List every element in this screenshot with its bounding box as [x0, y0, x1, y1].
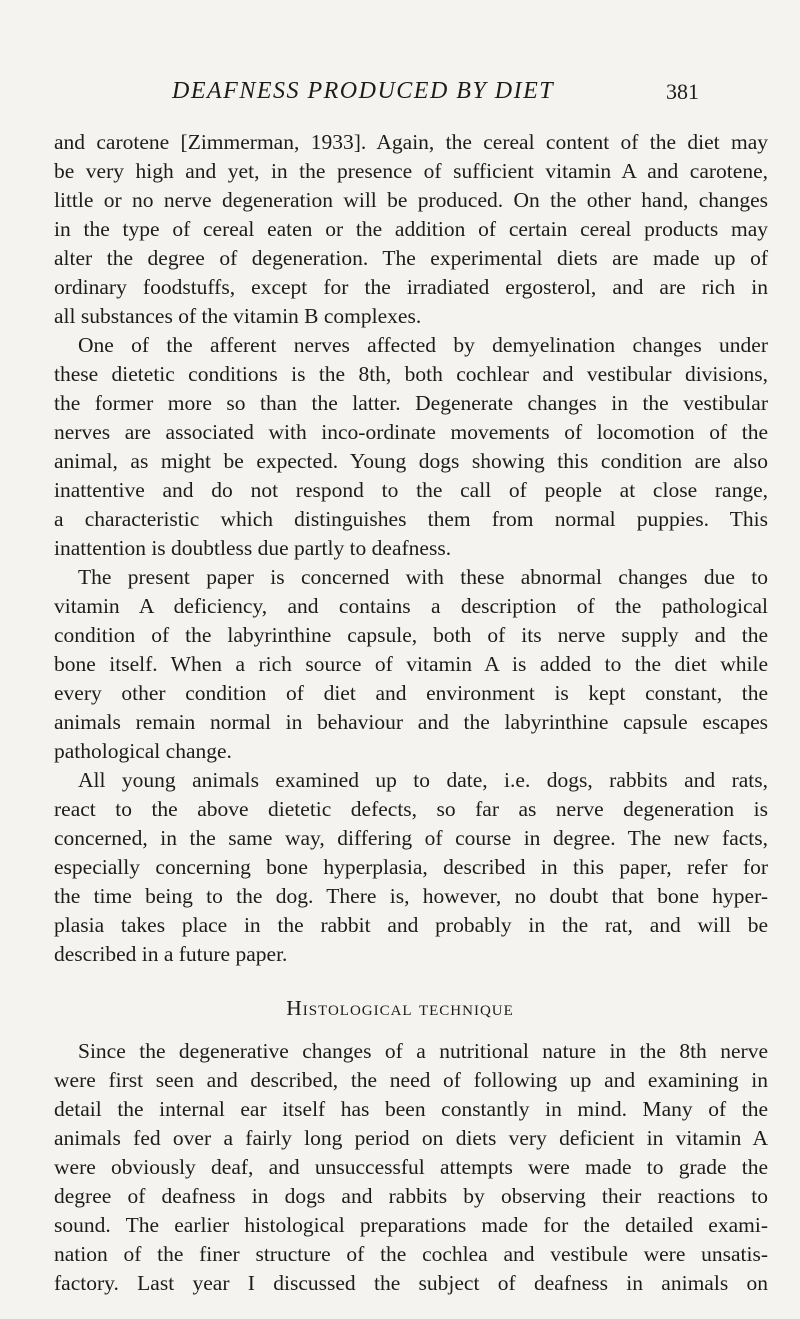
text-line: the former more so than the latter. Degenerate changes in the vestibular — [54, 391, 768, 415]
text-line: were first seen and described, the need of following up and examining in — [54, 1068, 768, 1092]
running-head-title: DEAFNESS PRODUCED BY DIET — [172, 78, 555, 104]
text-line: described in a future paper. — [54, 942, 288, 966]
text-line: these dietetic conditions is the 8th, both cochlear and vestibular divisions, — [54, 362, 768, 386]
text-line: in the type of cereal eaten or the addition of certain cereal products may — [54, 217, 768, 241]
text-line: react to the above dietetic defects, so far as nerve degeneration is — [54, 797, 768, 821]
text-line: ordinary foodstuffs, except for the irradiated ergosterol, and are rich in — [54, 275, 768, 299]
text-line: all substances of the vitamin B complexes. — [54, 304, 422, 328]
text-line: One of the afferent nerves affected by demyelination changes under — [78, 333, 768, 357]
text-line: The present paper is concerned with these abnormal changes due to — [78, 565, 768, 589]
text-line: concerned, in the same way, differing of course in degree. The new facts, — [54, 826, 768, 850]
text-line: Since the degenerative changes of a nutritional nature in the 8th nerve — [78, 1039, 768, 1063]
text-line: and carotene [Zimmerman, 1933]. Again, the cereal content of the diet may — [54, 130, 768, 154]
text-line: animals remain normal in behaviour and the labyrinthine capsule escapes — [54, 710, 768, 734]
text-line: animals fed over a fairly long period on diets very deficient in vitamin A — [54, 1126, 768, 1150]
text-line: degree of deafness in dogs and rabbits by observing their reactions to — [54, 1184, 768, 1208]
text-line: nerves are associated with inco-ordinate movements of locomotion of the — [54, 420, 768, 444]
page-number: 381 — [666, 79, 699, 104]
text-line: detail the internal ear itself has been constantly in mind. Many of the — [54, 1097, 768, 1121]
text-line: All young animals examined up to date, i.e. dogs, rabbits and rats, — [78, 768, 768, 792]
text-line: little or no nerve degeneration will be produced. On the other hand, changes — [54, 188, 768, 212]
text-line: especially concerning bone hyperplasia, described in this paper, refer for — [54, 855, 768, 879]
text-line: the time being to the dog. There is, however, no doubt that bone hyper- — [54, 884, 768, 908]
text-line: inattentive and do not respond to the call of people at close range, — [54, 478, 768, 502]
text-line: alter the degree of degeneration. The experimental diets are made up of — [54, 246, 768, 270]
text-line: were obviously deaf, and unsuccessful attempts were made to grade the — [54, 1155, 768, 1179]
section-heading: Histological technique — [286, 996, 514, 1020]
text-line: vitamin A deficiency, and contains a description of the pathological — [54, 594, 768, 618]
text-line: pathological change. — [54, 739, 232, 763]
text-line: every other condition of diet and environment is kept constant, the — [54, 681, 768, 705]
text-line: factory. Last year I discussed the subject of deafness in animals on — [54, 1271, 768, 1295]
text-line: a characteristic which distinguishes them from normal puppies. This — [54, 507, 768, 531]
text-line: sound. The earlier histological preparations made for the detailed exami- — [54, 1213, 768, 1237]
text-line: plasia takes place in the rabbit and probably in the rat, and will be — [54, 913, 768, 937]
text-line: nation of the finer structure of the cochlea and vestibule were unsatis- — [54, 1242, 768, 1266]
text-line: be very high and yet, in the presence of sufficient vitamin A and carotene, — [54, 159, 768, 183]
text-line: inattention is doubtless due partly to deafness. — [54, 536, 452, 560]
text-line: bone itself. When a rich source of vitamin A is added to the diet while — [54, 652, 768, 676]
text-line: animal, as might be expected. Young dogs showing this condition are also — [54, 449, 768, 473]
text-line: condition of the labyrinthine capsule, both of its nerve supply and the — [54, 623, 768, 647]
